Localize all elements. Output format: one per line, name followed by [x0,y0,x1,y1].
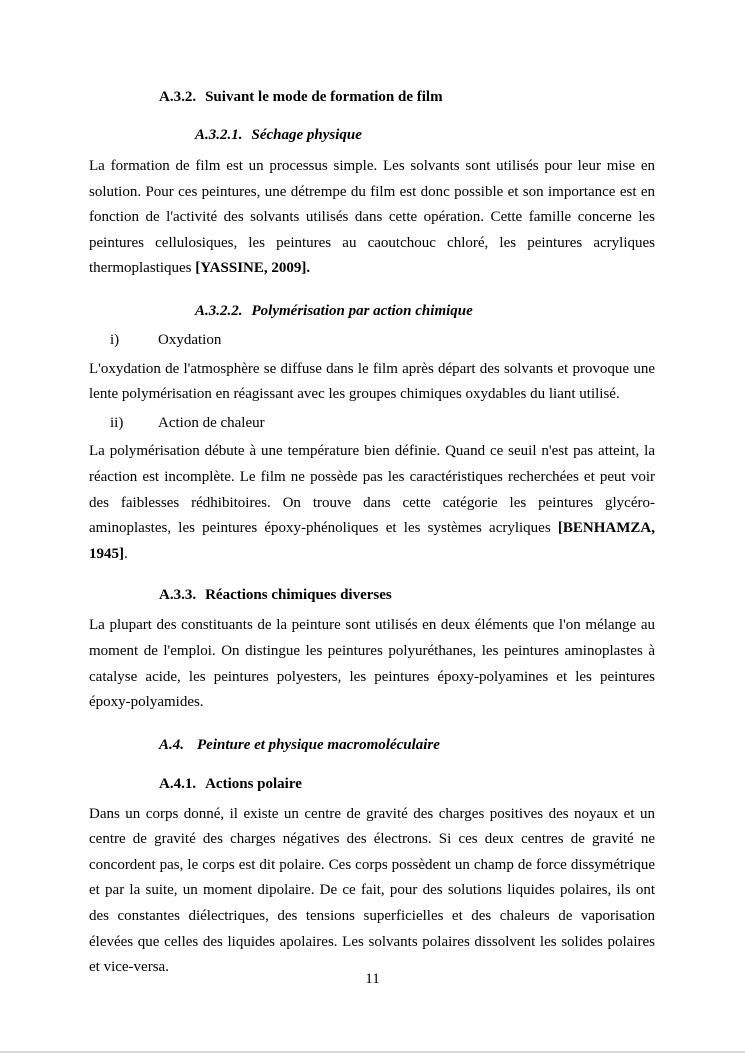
heading-number: A.3.3. [159,587,197,604]
paragraph-text: Dans un corps donné, il existe un centre de gravité des charges positives des noyaux et un centre de gravité des charges négatives des électrons. Si ces deux centres de gravité ne concordent pas, le corps est dit polaire. Ces corps possèdent un champ de force dissymétrique et par la suite, un moment dipolaire. De ce fait, pour des solutions liquides polaires, ils ont des constantes diélectriques, des tensions superficielles et des chaleurs de vaporisation élevées que celles des liquides apolaires. Les solvants polaires dissolvent les solides polaires et vice-versa. [89,805,655,976]
heading-number: A.3.2.2. [195,302,243,319]
heading-title: Peinture et physique macromoléculaire [197,736,440,753]
paragraph-actions-polaire [89,802,655,981]
citation-yassine: [YASSINE, 2009]. [195,260,311,277]
heading-title: Actions polaire [205,775,302,792]
paragraph-oxydation [89,357,655,408]
list-marker: i) [110,331,120,348]
heading-number: A.3.2. [159,89,197,105]
paragraph-sechage-physique [89,154,655,282]
citation-benhamza: [BENHAMZA, 1945] [89,520,655,562]
paragraph-text: La plupart des constituants de la peinture sont utilisés en deux éléments que l'on mélange au moment de l'emploi. On distingue les peintures polyuréthanes, les peintures aminoplastes à catalyse acide, les peintures polyesters, les peintures époxy-polyamines et les peintures époxy-polyamides. [89,617,655,711]
section-heading-a32 [159,85,655,110]
page-number: 11 [365,971,380,987]
section-heading-a322 [195,299,655,324]
heading-number: A.4.1. [159,775,197,792]
list-marker: ii) [110,414,124,431]
heading-number: A.3.2.1. [195,127,243,143]
section-heading-a33 [159,583,655,608]
list-item-oxydation [110,328,655,354]
heading-title: Séchage physique [251,127,362,143]
heading-title: Polymérisation par action chimique [251,302,473,319]
paragraph-text: La formation de film est un processus simple. Les solvants sont utilisés pour leur mise en solution. Pour ces peintures, une détrempe du film est donc possible et son importance est en fonction de l'activité des solvants utilisés dans cette opération. Cette famille concerne les peintures cellulosiques, les peintures au caoutchouc chloré, les peintures acryliques thermoplastiques [89,158,655,277]
list-item-label: Action de chaleur [158,414,265,431]
heading-number: A.4. [159,736,185,753]
paragraph-text: L'oxydation de l'atmosphère se diffuse dans le film après départ des solvants et provoque une lente polymérisation en réagissant avec les groupes chimiques oxydables du liant utilisé. [89,360,655,403]
paragraph-text-end: . [124,545,128,562]
heading-title: Réactions chimiques diverses [205,587,392,604]
paragraph-action-de-chaleur [89,439,655,567]
section-heading-a321 [195,123,655,148]
paragraph-reactions-diverses [89,613,655,715]
paragraph-text: La polymérisation débute à une température bien définie. Quand ce seuil n'est pas atteint, la réaction est incomplète. Le film ne possède pas les caractéristiques recherchées et peut voir des faiblesses rédhibitoires. On trouve dans cette catégorie les peintures glycéro-aminoplastes, les peintures époxy-phénoliques et les systèmes acryliques [89,443,655,537]
section-heading-a41 [159,772,655,797]
heading-title: Suivant le mode de formation de film [205,89,443,105]
list-item-action-de-chaleur [110,411,655,437]
section-heading-a4 [159,733,655,758]
list-item-label: Oxydation [158,331,222,348]
